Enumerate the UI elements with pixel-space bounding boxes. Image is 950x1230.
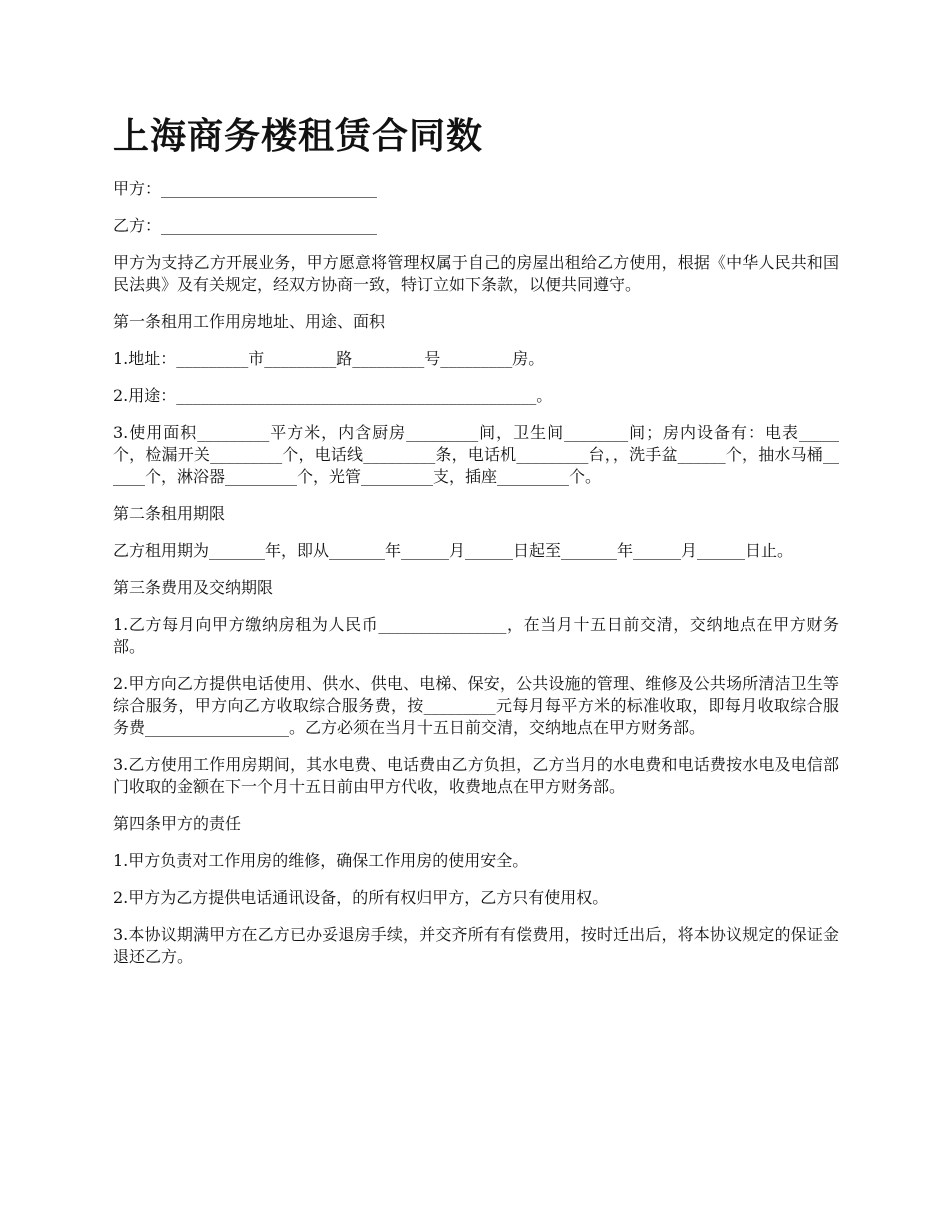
intro-paragraph: 甲方为支持乙方开展业务，甲方愿意将管理权属于自己的房屋出租给乙方使用，根据《中华人民共和国民法典》及有关规定，经双方协商一致，特订立如下条款，以便共同遵守。 — [113, 253, 839, 294]
utility-fee-clause: 3.乙方使用工作用房期间，其水电费、电话费由乙方负担，乙方当月的水电费和电话费按水电及电信部门收取的金额在下一个月十五日前由甲方代收，收费地点在甲方财务部。 — [113, 755, 839, 796]
section-2-heading: 第二条租用期限 — [113, 504, 226, 523]
document-body — [113, 178, 839, 983]
area-equipment-clause: 3.使用面积_________平方米，内含厨房_________间，卫生间________间；房内设备有：电表_____个，检漏开关_________个，电话线_________条，电话机_________台，，洗手盆______个，抽水马桶______个，淋浴器_________个，光管_________支，插座_________个。 — [113, 423, 839, 486]
party-a-line: 甲方：___________________________ — [113, 179, 378, 198]
service-fee-clause: 2.甲方向乙方提供电话使用、供水、供电、电梯、保安，公共设施的管理、维修及公共场所清洁卫生等综合服务，甲方向乙方收取综合服务费，按_________元每月每平方米的标准收取，即每月收取综合服务费__________________。乙方必须在当月十五日前交清，交纳地点在甲方财务部。 — [113, 674, 839, 737]
section-4-heading: 第四条甲方的责任 — [113, 814, 242, 833]
maintenance-clause: 1.甲方负责对工作用房的维修，确保工作用房的使用安全。 — [113, 851, 529, 870]
address-clause: 1.地址：_________市_________路_________号_________房。 — [113, 349, 545, 368]
rent-payment-clause: 1.乙方每月向甲方缴纳房租为人民币________________，在当月十五日前交清，交纳地点在甲方财务部。 — [113, 615, 839, 656]
telecom-clause: 2.甲方为乙方提供电话通讯设备，的所有权归甲方，乙方只有使用权。 — [113, 888, 609, 907]
lease-term-clause: 乙方租用期为_______年，即从_______年______月______日起至_______年______月______日止。 — [113, 541, 794, 560]
section-1-heading: 第一条租用工作用房地址、用途、面积 — [113, 312, 386, 331]
usage-clause: 2.用途：_____________________________________________。 — [113, 386, 553, 405]
deposit-return-clause: 3.本协议期满甲方在乙方已办妥退房手续，并交齐所有有偿费用，按时迁出后，将本协议规定的保证金退还乙方。 — [113, 925, 839, 966]
section-3-heading: 第三条费用及交纳期限 — [113, 578, 274, 597]
party-b-line: 乙方：___________________________ — [113, 216, 378, 235]
document-title: 上海商务楼租赁合同数 — [113, 115, 484, 157]
